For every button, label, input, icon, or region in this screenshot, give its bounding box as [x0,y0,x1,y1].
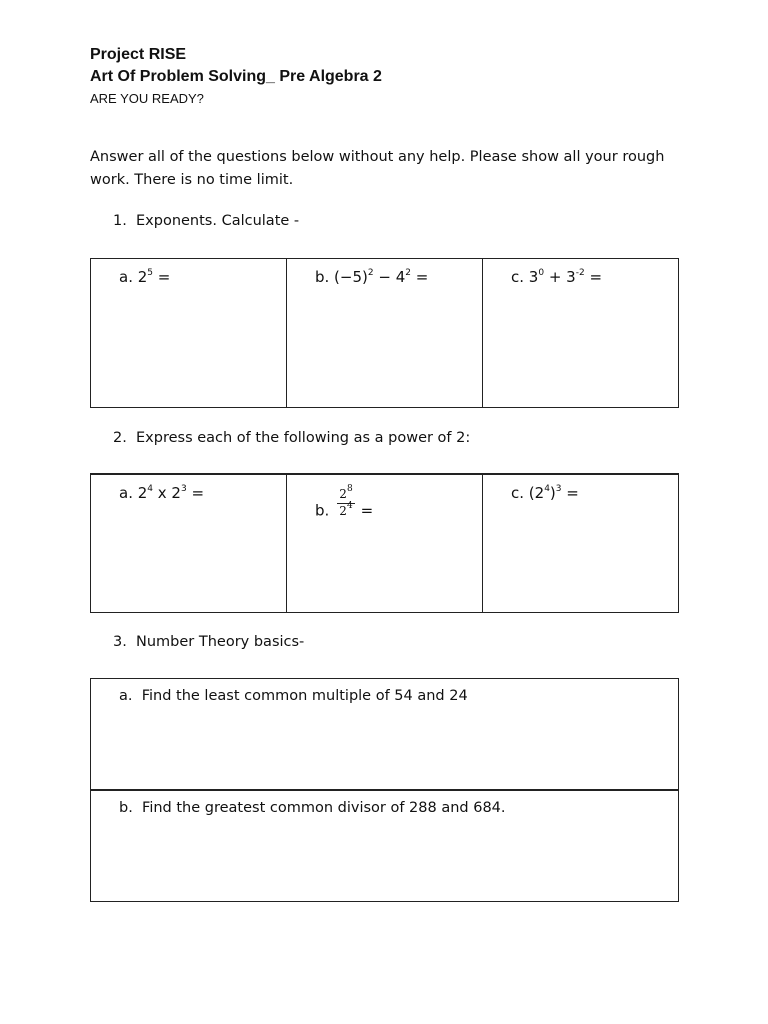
problem-2b: b. $\frac{2^8}{2^4}$ = [315,484,374,520]
answer-cell-1c[interactable] [483,259,679,408]
problem-3a: a. Find the least common multiple of 54 and 24 [119,688,468,704]
powers-answer-grid [90,473,679,613]
answer-cell-1b[interactable] [287,259,483,408]
document-title: Project RISE [90,46,187,63]
answer-cell-3a[interactable] [91,679,679,791]
problem-2c: c. $(2^4)^3$ = [511,484,579,502]
answer-cell-2a[interactable] [91,474,287,613]
fraction: $\frac{2^8}{2^4}$ [339,484,353,518]
problem-1c: c. $3^0 + 3^{-2}$ = [511,268,603,286]
question-number: 2. [113,430,127,446]
document-tagline: ARE YOU READY? [90,91,204,106]
document-subtitle: Art Of Problem Solving_ Pre Algebra 2 [90,68,382,85]
answer-cell-2c[interactable] [483,474,679,613]
number-theory-answer-grid [90,678,679,902]
problem-1a: a. $2^5$ = [119,268,171,286]
question-number: 3. [113,634,127,650]
problem-3b: b. Find the greatest common divisor of 288 and 684. [119,800,506,816]
instructions-text: Answer all of the questions below without any help. Please show all your rough work. There is no time limit. [90,149,665,188]
answer-cell-2b[interactable] [287,474,483,613]
question-1-heading [113,213,299,229]
answer-cell-1a[interactable] [91,259,287,408]
question-label: Number Theory basics- [136,634,305,650]
question-number: 1. [113,213,127,229]
question-2-heading [113,430,470,446]
exponents-answer-grid [90,258,679,408]
problem-2a: a. $2^4$ x $2^3$ = [119,484,205,502]
problem-1b: b. $(-5)^2 - 4^2$ = [315,268,429,286]
question-3-heading [113,634,304,650]
answer-cell-3b[interactable] [91,790,679,902]
question-label: Exponents. Calculate - [136,213,300,229]
question-label: Express each of the following as a power of 2: [136,430,471,446]
